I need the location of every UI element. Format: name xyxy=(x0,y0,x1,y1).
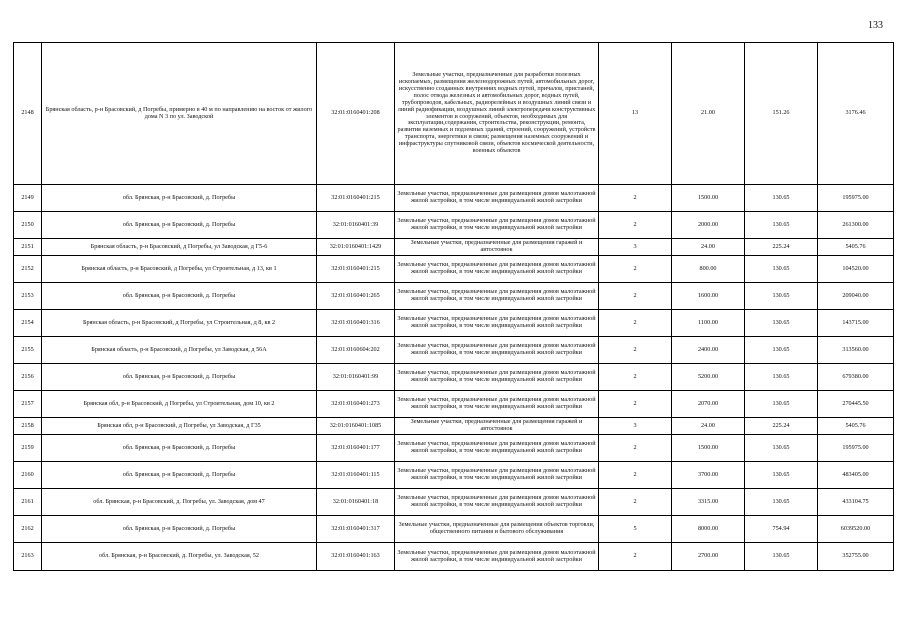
row-number-cell: 2159 xyxy=(14,435,42,462)
row-number-cell: 2163 xyxy=(14,543,42,571)
specific-value-cell: 130.65 xyxy=(745,391,818,418)
row-number-cell: 2160 xyxy=(14,462,42,489)
address-cell: обл. Брянская, р-н Брасовский, д. Погребы xyxy=(42,212,317,239)
use-group-cell: 2 xyxy=(599,283,672,310)
table-row xyxy=(14,543,894,571)
specific-value-cell: 130.65 xyxy=(745,435,818,462)
table-row xyxy=(14,185,894,212)
specific-value-cell: 225.24 xyxy=(745,418,818,435)
cadastral-number-cell: 32:01:0160604:202 xyxy=(317,337,395,364)
specific-value-cell: 130.65 xyxy=(745,337,818,364)
cadastral-number-cell: 32:01:0160401:177 xyxy=(317,435,395,462)
area-cell: 24.00 xyxy=(672,239,745,256)
land-use-cell: Земельные участки, предназначенные для размещения домов малоэтажной жилой застройки, в том числе индивидуальной жилой застройки xyxy=(395,489,599,516)
use-group-cell: 2 xyxy=(599,185,672,212)
cadastral-number-cell: 32:01:0160401:317 xyxy=(317,516,395,543)
area-cell: 21.00 xyxy=(672,43,745,185)
cadastral-value-cell: 5405.76 xyxy=(818,418,894,435)
use-group-cell: 3 xyxy=(599,239,672,256)
area-cell: 2000.00 xyxy=(672,212,745,239)
cadastral-value-cell: 195975.00 xyxy=(818,435,894,462)
address-cell: обл. Брянская, р-н Брасовский, д. Погребы xyxy=(42,462,317,489)
specific-value-cell: 130.65 xyxy=(745,462,818,489)
cadastral-number-cell: 32:01:0160401:115 xyxy=(317,462,395,489)
cadastral-value-cell: 313560.00 xyxy=(818,337,894,364)
use-group-cell: 13 xyxy=(599,43,672,185)
row-number-cell: 2156 xyxy=(14,364,42,391)
use-group-cell: 2 xyxy=(599,310,672,337)
address-cell: Брянская обл, р-н Брасовский, д Погребы, ул Заводская, д Г35 xyxy=(42,418,317,435)
land-use-cell: Земельные участки, предназначенные для размещения домов малоэтажной жилой застройки, в том числе индивидуальной жилой застройки xyxy=(395,212,599,239)
row-number-cell: 2151 xyxy=(14,239,42,256)
cadastral-value-cell: 261300.00 xyxy=(818,212,894,239)
land-use-cell: Земельные участки, предназначенные для размещения домов малоэтажной жилой застройки, в том числе индивидуальной жилой застройки xyxy=(395,337,599,364)
cadastral-value-cell: 679380.00 xyxy=(818,364,894,391)
cadastral-value-cell: 6039520.00 xyxy=(818,516,894,543)
cadastral-number-cell: 32:01:0160401:39 xyxy=(317,212,395,239)
specific-value-cell: 130.65 xyxy=(745,256,818,283)
area-cell: 1600.00 xyxy=(672,283,745,310)
address-cell: Брянская область, р-н Брасовский, д Погребы, ул Заводская, д 56А xyxy=(42,337,317,364)
cadastral-value-cell: 5405.76 xyxy=(818,239,894,256)
use-group-cell: 2 xyxy=(599,337,672,364)
use-group-cell: 2 xyxy=(599,489,672,516)
land-use-cell: Земельные участки, предназначенные для размещения домов малоэтажной жилой застройки, в том числе индивидуальной жилой застройки xyxy=(395,462,599,489)
cadastral-value-cell: 209040.00 xyxy=(818,283,894,310)
table-row xyxy=(14,212,894,239)
table-row xyxy=(14,391,894,418)
cadastral-number-cell: 32:01:0160401:163 xyxy=(317,543,395,571)
address-cell: Брянская область, р-н Брасовский, д Погребы, ул Заводская, д Г5-6 xyxy=(42,239,317,256)
specific-value-cell: 130.65 xyxy=(745,212,818,239)
use-group-cell: 2 xyxy=(599,256,672,283)
area-cell: 2070.00 xyxy=(672,391,745,418)
row-number-cell: 2150 xyxy=(14,212,42,239)
cadastral-value-cell: 483405.00 xyxy=(818,462,894,489)
specific-value-cell: 130.65 xyxy=(745,310,818,337)
cadastral-value-cell: 3176.46 xyxy=(818,43,894,185)
cadastral-number-cell: 32:01:0160401:208 xyxy=(317,43,395,185)
cadastral-value-cell: 270445.50 xyxy=(818,391,894,418)
cadastral-number-cell: 32:01:0160401:1429 xyxy=(317,239,395,256)
land-use-cell: Земельные участки, предназначенные для размещения домов малоэтажной жилой застройки, в том числе индивидуальной жилой застройки xyxy=(395,256,599,283)
area-cell: 2400.00 xyxy=(672,337,745,364)
land-use-cell: Земельные участки, предназначенные для размещения домов малоэтажной жилой застройки, в том числе индивидуальной жилой застройки xyxy=(395,310,599,337)
cadastral-number-cell: 32:01:0160401:1085 xyxy=(317,418,395,435)
table-row xyxy=(14,462,894,489)
specific-value-cell: 130.65 xyxy=(745,543,818,571)
table-row xyxy=(14,418,894,435)
cadastral-number-cell: 32:01:0160401:316 xyxy=(317,310,395,337)
land-use-cell: Земельные участки, предназначенные для размещения домов малоэтажной жилой застройки, в том числе индивидуальной жилой застройки xyxy=(395,364,599,391)
row-number-cell: 2153 xyxy=(14,283,42,310)
address-cell: Брянская область, р-н Брасовский, д Погребы, примерно в 40 м по направлению на восток от жилого дома N 3 по ул. Заводской xyxy=(42,43,317,185)
area-cell: 3315.00 xyxy=(672,489,745,516)
specific-value-cell: 130.65 xyxy=(745,489,818,516)
address-cell: обл. Брянская, р-н Брасовский, д. Погребы xyxy=(42,516,317,543)
table-row xyxy=(14,337,894,364)
cadastral-value-cell: 195975.00 xyxy=(818,185,894,212)
land-parcels-table xyxy=(13,42,894,571)
land-use-cell: Земельные участки, предназначенные для размещения домов малоэтажной жилой застройки, в том числе индивидуальной жилой застройки xyxy=(395,391,599,418)
table-row xyxy=(14,364,894,391)
cadastral-number-cell: 32:01:0160401:273 xyxy=(317,391,395,418)
address-cell: Брянская область, р-н Брасовский, д Погребы, ул Строительная, д 8, кв 2 xyxy=(42,310,317,337)
table-row xyxy=(14,516,894,543)
area-cell: 1100.00 xyxy=(672,310,745,337)
specific-value-cell: 130.65 xyxy=(745,283,818,310)
address-cell: Брянская обл, р-н Брасовский, д Погребы, ул Строительная, дом 10, кв 2 xyxy=(42,391,317,418)
table-row xyxy=(14,239,894,256)
use-group-cell: 2 xyxy=(599,462,672,489)
cadastral-number-cell: 32:01:0160401:18 xyxy=(317,489,395,516)
address-cell: обл. Брянская, р-н Брасовский, д. Погребы, ул. Заводская, дом 47 xyxy=(42,489,317,516)
cadastral-value-cell: 352755.00 xyxy=(818,543,894,571)
area-cell: 5200.00 xyxy=(672,364,745,391)
land-use-cell: Земельные участки, предназначенные для размещения домов малоэтажной жилой застройки, в том числе индивидуальной жилой застройки xyxy=(395,543,599,571)
table-row xyxy=(14,43,894,185)
cadastral-number-cell: 32:01:0160401:215 xyxy=(317,256,395,283)
cadastral-number-cell: 32:01:0160401:265 xyxy=(317,283,395,310)
address-cell: обл. Брянская, р-н Брасовский, д. Погребы xyxy=(42,185,317,212)
row-number-cell: 2162 xyxy=(14,516,42,543)
table-row xyxy=(14,283,894,310)
cadastral-value-cell: 104520.00 xyxy=(818,256,894,283)
area-cell: 24.00 xyxy=(672,418,745,435)
cadastral-number-cell: 32:01:0160401:99 xyxy=(317,364,395,391)
cadastral-value-cell: 143715.00 xyxy=(818,310,894,337)
land-use-cell: Земельные участки, предназначенные для размещения домов малоэтажной жилой застройки, в том числе индивидуальной жилой застройки xyxy=(395,283,599,310)
use-group-cell: 2 xyxy=(599,435,672,462)
address-cell: Брянская область, р-н Брасовский, д Погребы, ул Строительная, д 13, кв 1 xyxy=(42,256,317,283)
page-number: 133 xyxy=(868,20,883,31)
cadastral-value-cell: 433104.75 xyxy=(818,489,894,516)
row-number-cell: 2161 xyxy=(14,489,42,516)
area-cell: 3700.00 xyxy=(672,462,745,489)
table-body xyxy=(14,43,894,571)
address-cell: обл. Брянская, р-н Брасовский, д. Погребы xyxy=(42,283,317,310)
use-group-cell: 2 xyxy=(599,391,672,418)
area-cell: 2700.00 xyxy=(672,543,745,571)
use-group-cell: 2 xyxy=(599,212,672,239)
cadastral-number-cell: 32:01:0160401:215 xyxy=(317,185,395,212)
use-group-cell: 2 xyxy=(599,364,672,391)
row-number-cell: 2154 xyxy=(14,310,42,337)
land-use-cell: Земельные участки, предназначенные для размещения домов малоэтажной жилой застройки, в том числе индивидуальной жилой застройки xyxy=(395,185,599,212)
land-use-cell: Земельные участки, предназначенные для размещения объектов торговли, общественного питания и бытового обслуживания xyxy=(395,516,599,543)
use-group-cell: 3 xyxy=(599,418,672,435)
table-row xyxy=(14,435,894,462)
area-cell: 8000.00 xyxy=(672,516,745,543)
address-cell: обл. Брянская, р-н Брасовский, д. Погребы, ул. Заводская, 52 xyxy=(42,543,317,571)
row-number-cell: 2152 xyxy=(14,256,42,283)
address-cell: обл. Брянская, р-н Брасовский, д. Погребы xyxy=(42,364,317,391)
table-row xyxy=(14,310,894,337)
specific-value-cell: 130.65 xyxy=(745,185,818,212)
specific-value-cell: 754.94 xyxy=(745,516,818,543)
area-cell: 1500.00 xyxy=(672,435,745,462)
specific-value-cell: 151.26 xyxy=(745,43,818,185)
specific-value-cell: 130.65 xyxy=(745,364,818,391)
table-row xyxy=(14,256,894,283)
specific-value-cell: 225.24 xyxy=(745,239,818,256)
land-use-cell: Земельные участки, предназначенные для размещения домов малоэтажной жилой застройки, в том числе индивидуальной жилой застройки xyxy=(395,435,599,462)
row-number-cell: 2158 xyxy=(14,418,42,435)
address-cell: обл. Брянская, р-н Брасовский, д. Погребы xyxy=(42,435,317,462)
row-number-cell: 2149 xyxy=(14,185,42,212)
land-use-cell: Земельные участки, предназначенные для разработки полезных ископаемых, размещения железнодорожных путей, автомобильных дорог, искусственно созданных внутренних водных путей, причалов, пристаней, полос отвода железных и автомобильных дорог, водных путей, трубопроводов, кабельных, радиорелейных и воздушных линий связи и линий радиофикации, воздушных линий электропередачи конструктивных элементов и сооружений, объектов, необходимых для эксплуатации,содержания, строительства, реконструкции, ремонта, развития наземных и подземных зданий, строений, сооружений, устройств транспорта, энергетики и связи; размещения наземных сооружений и инфраструктуры спутниковой связи, объектов космической деятельности, военных объектов xyxy=(395,43,599,185)
row-number-cell: 2157 xyxy=(14,391,42,418)
use-group-cell: 5 xyxy=(599,516,672,543)
row-number-cell: 2148 xyxy=(14,43,42,185)
area-cell: 1500.00 xyxy=(672,185,745,212)
area-cell: 800.00 xyxy=(672,256,745,283)
land-use-cell: Земельные участки, предназначенные для размещения гаражей и автостоянок xyxy=(395,239,599,256)
land-use-cell: Земельные участки, предназначенные для размещения гаражей и автостоянок xyxy=(395,418,599,435)
row-number-cell: 2155 xyxy=(14,337,42,364)
table-row xyxy=(14,489,894,516)
use-group-cell: 2 xyxy=(599,543,672,571)
